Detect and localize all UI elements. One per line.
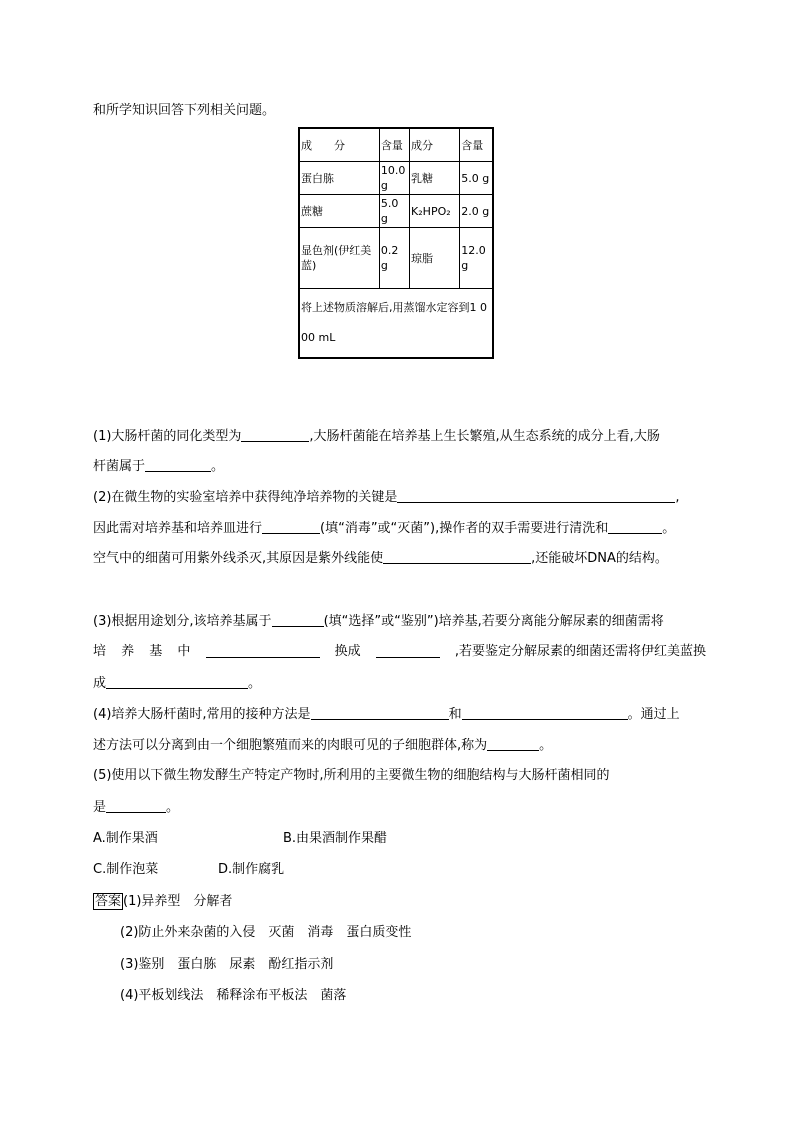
q4-blank-2 xyxy=(462,706,628,720)
q4-line1 xyxy=(93,706,680,723)
q3-text: 换成 xyxy=(334,644,361,659)
answer-line4: (4)平板划线法 稀释涂布平板法 菌落 xyxy=(120,988,347,1003)
table-cell: 蔗糖 xyxy=(299,195,379,228)
answer-line1 xyxy=(93,894,232,910)
q2-blank-2 xyxy=(262,520,320,534)
q3-text: 成 xyxy=(93,676,107,691)
answer-line2: (2)防止外来杂菌的入侵 灭菌 消毒 蛋白质变性 xyxy=(120,925,412,940)
q2-blank-1 xyxy=(397,489,675,503)
q3-text: 养 xyxy=(121,644,135,659)
answer-tag: 答案 xyxy=(95,894,122,909)
q2-line3 xyxy=(93,550,668,567)
table-note-row xyxy=(299,289,493,359)
table-cell: 5.0 g xyxy=(460,162,493,195)
q1-blank-2 xyxy=(145,458,211,472)
medium-table xyxy=(298,127,494,359)
q2-blank-3 xyxy=(608,520,662,534)
q2-text: 因此需对培养基和培养皿进行 xyxy=(93,521,263,536)
q3-line3 xyxy=(93,675,261,692)
q3-blank-1 xyxy=(272,613,324,627)
table-cell: 10.0 g xyxy=(379,162,409,195)
q4-text: 和 xyxy=(448,707,462,722)
table-row xyxy=(299,228,493,289)
q4-text: 述方法可以分离到由一个细胞繁殖而来的肉眼可见的子细胞群体,称为 xyxy=(93,738,488,753)
q3-blank-3 xyxy=(376,644,440,658)
q4-blank-3 xyxy=(487,737,539,751)
q1-text: 。 xyxy=(211,459,225,474)
q2-text: ,还能破坏DNA的结构。 xyxy=(531,551,668,566)
option-a: A.制作果酒 xyxy=(93,831,158,846)
q2-line2 xyxy=(93,520,675,537)
q1-text: (1)大肠杆菌的同化类型为 xyxy=(93,429,242,444)
q4-blank-1 xyxy=(311,706,449,720)
table-cell: 成分 xyxy=(410,128,460,162)
table-cell: 成 分 xyxy=(299,128,379,162)
q5-blank-1 xyxy=(106,799,166,813)
q3-text: ,若要鉴定分解尿素的细菌还需将伊红美蓝换 xyxy=(454,644,706,659)
q3-text: 培 xyxy=(93,644,107,659)
q3-text: (3)根据用途划分,该培养基属于 xyxy=(93,614,272,629)
q1-line2 xyxy=(93,458,224,475)
option-d: D.制作腐乳 xyxy=(218,862,285,877)
answer-line3: (3)鉴别 蛋白胨 尿素 酚红指示剂 xyxy=(120,957,334,972)
table-cell: 0.2 g xyxy=(379,228,409,289)
q2-text: (2)在微生物的实验室培养中获得纯净培养物的关键是 xyxy=(93,490,398,505)
q4-text: 。 xyxy=(539,738,553,753)
q5-line2 xyxy=(93,799,179,816)
table-cell: 5.0 g xyxy=(379,195,409,228)
q4-text: 。通过上 xyxy=(627,707,680,722)
q1-text: ,大肠杆菌能在培养基上生长繁殖,从生态系统的成分上看,大肠 xyxy=(309,429,660,444)
q2-line1 xyxy=(93,489,680,506)
q1-text: 杆菌属于 xyxy=(93,459,146,474)
table-cell: 12.0 g xyxy=(460,228,493,289)
q3-text: 。 xyxy=(248,676,262,691)
q1-line1 xyxy=(93,428,660,445)
q4-text: (4)培养大肠杆菌时,常用的接种方法是 xyxy=(93,707,311,722)
q2-text: , xyxy=(675,490,680,505)
q3-text: 中 xyxy=(177,644,191,659)
q5-line1: (5)使用以下微生物发酵生产特定产物时,所利用的主要微生物的细胞结构与大肠杆菌相同的 xyxy=(93,768,610,783)
table-note: 将上述物质溶解后,用蒸馏水定容到1 000 mL xyxy=(299,289,493,359)
table-cell: 琼脂 xyxy=(410,228,460,289)
q2-text: 。 xyxy=(662,521,676,536)
option-b: B.由果酒制作果醋 xyxy=(283,831,388,846)
table-row xyxy=(299,162,493,195)
q3-line2 xyxy=(93,644,706,660)
option-c: C.制作泡菜 xyxy=(93,862,159,877)
table-cell: K₂HPO₂ xyxy=(410,195,460,228)
q1-blank-1 xyxy=(241,428,309,442)
table-row xyxy=(299,195,493,228)
q5-text: 是 xyxy=(93,800,107,815)
q5-text: 。 xyxy=(166,800,180,815)
table-cell: 蛋白胨 xyxy=(299,162,379,195)
q2-text: 空气中的细菌可用紫外线杀灭,其原因是紫外线能使 xyxy=(93,551,384,566)
table-cell: 2.0 g xyxy=(460,195,493,228)
q3-blank-2 xyxy=(206,644,320,658)
answer-text: (1)异养型 分解者 xyxy=(123,894,233,909)
q4-line2 xyxy=(93,737,552,754)
q3-line1 xyxy=(93,613,664,630)
q2-blank-4 xyxy=(383,550,531,564)
table-header-row xyxy=(299,128,493,162)
q3-blank-4 xyxy=(106,675,248,689)
table-cell: 含量 xyxy=(460,128,493,162)
q2-text: (填“消毒”或“灭菌”),操作者的双手需要进行清洗和 xyxy=(320,521,609,536)
table-cell: 乳糖 xyxy=(410,162,460,195)
table-cell: 显色剂(伊红美蓝) xyxy=(299,228,379,289)
q3-text: (填“选择”或“鉴别”)培养基,若要分离能分解尿素的细菌需将 xyxy=(323,614,664,629)
table-cell: 含量 xyxy=(379,128,409,162)
q3-text: 基 xyxy=(149,644,163,659)
intro-text: 和所学知识回答下列相关问题。 xyxy=(93,103,276,118)
